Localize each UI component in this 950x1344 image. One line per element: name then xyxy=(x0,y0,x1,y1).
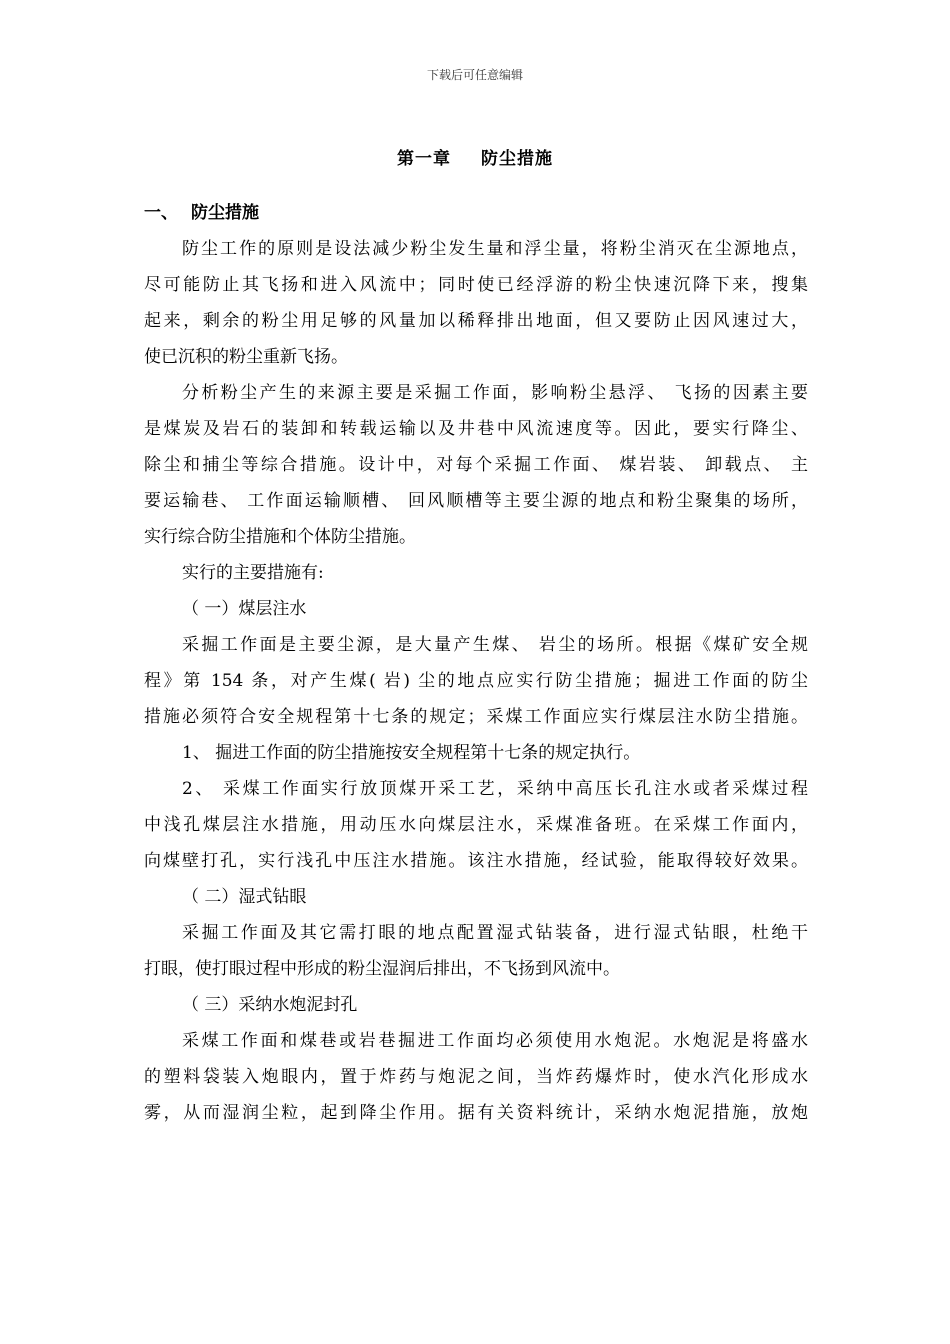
text-line: 的塑料袋装入炮眼内，置于炸药与炮泥之间，当炸药爆炸时，使水汽化形成水 xyxy=(144,1067,808,1087)
text-line: 采掘工作面是主要尘源，是大量产生煤、 岩尘的场所。根据《煤矿安全规 xyxy=(182,635,808,655)
paragraph-lines xyxy=(144,231,808,1131)
section-title: 防尘措施 xyxy=(191,203,259,223)
text-line: 打眼，使打眼过程中形成的粉尘湿润后排出，不飞扬到风流中。 xyxy=(144,959,620,979)
chapter-number: 第一章 xyxy=(397,149,451,169)
text-line: 程》第 154 条，对产生煤( 岩) 尘的地点应实行防尘措施；掘进工作面的防尘 xyxy=(144,671,808,691)
text-line: 1、 掘进工作面的防尘措施按安全规程第十七条的规定执行。 xyxy=(182,743,641,763)
text-line: 采掘工作面及其它需打眼的地点配置湿式钻装备，进行湿式钻眼，杜绝干 xyxy=(182,923,808,943)
text-line: 实行的主要措施有: xyxy=(182,563,324,583)
chapter-title xyxy=(0,144,950,169)
section-heading xyxy=(144,195,808,231)
chapter-name: 防尘措施 xyxy=(481,149,553,169)
section-number: 一、 xyxy=(144,203,178,223)
document-body xyxy=(144,195,808,1131)
text-line: 实行综合防尘措施和个体防尘措施。 xyxy=(144,527,416,547)
text-line: 尽可能防止其飞扬和进入风流中；同时使已经浮游的粉尘快速沉降下来，搜集 xyxy=(144,275,808,295)
text-line: 分析粉尘产生的来源主要是采掘工作面，影响粉尘悬浮、 飞扬的因素主要 xyxy=(182,383,808,403)
text-line: 雾，从而湿润尘粒，起到降尘作用。据有关资料统计，采纳水炮泥措施，放炮 xyxy=(144,1103,808,1123)
text-line: 要运输巷、 工作面运输顺槽、 回风顺槽等主要尘源的地点和粉尘聚集的场所， xyxy=(144,491,808,511)
text-line: （ 三）采纳水炮泥封孔 xyxy=(182,995,358,1015)
text-line: 向煤壁打孔，实行浅孔中压注水措施。该注水措施，经试验，能取得较好效果。 xyxy=(144,851,808,871)
text-line: （ 一）煤层注水 xyxy=(182,599,307,619)
text-line: 是煤炭及岩石的装卸和转载运输以及井巷中风流速度等。因此，要实行降尘、 xyxy=(144,419,808,439)
text-line: 起来，剩余的粉尘用足够的风量加以稀释排出地面，但又要防止因风速过大， xyxy=(144,311,808,331)
text-line: 中浅孔煤层注水措施，用动压水向煤层注水，采煤准备班。在采煤工作面内， xyxy=(144,815,808,835)
download-note: 下载后可任意编辑 xyxy=(426,68,523,82)
text-line: 措施必须符合安全规程第十七条的规定；采煤工作面应实行煤层注水防尘措施。 xyxy=(144,707,808,727)
text-line: 采煤工作面和煤巷或岩巷掘进工作面均必须使用水炮泥。水炮泥是将盛水 xyxy=(182,1031,808,1051)
text-line: 防尘工作的原则是设法减少粉尘发生量和浮尘量，将粉尘消灭在尘源地点， xyxy=(182,239,808,259)
text-line: 2、 采煤工作面实行放顶煤开采工艺，采纳中高压长孔注水或者采煤过程 xyxy=(182,779,808,799)
text-line: 使已沉积的粉尘重新飞扬。 xyxy=(144,347,348,367)
text-line: 除尘和捕尘等综合措施。设计中，对每个采掘工作面、 煤岩装、 卸载点、 主 xyxy=(144,455,808,475)
text-line: （ 二）湿式钻眼 xyxy=(182,887,307,907)
